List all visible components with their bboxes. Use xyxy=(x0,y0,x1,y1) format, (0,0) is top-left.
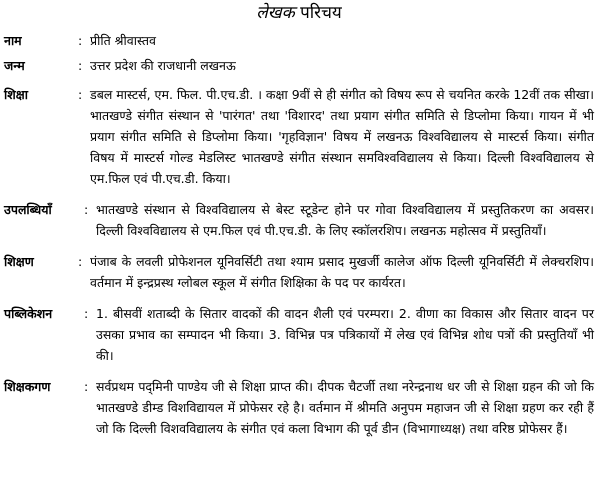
entry-teaching-value: पंजाब के लवली प्रोफेशनल यूनिवर्सिटी तथा श्याम प्रसाद मुखर्जी कालेज ऑफ दिल्ली यूनिवर्सिटी में लेक्चरशिप। वर्तमान में इन्द्रप्रस्थ ग्लोबल स्कूल में संगीत शिक्षिका के पद पर कार्यरत। xyxy=(90,254,594,290)
entry-name-value: प्रीति श्रीवास्तव xyxy=(90,33,156,48)
entry-publications-value: 1. बीसवीं शताब्दी के सितार वादकों की वादन शैली एवं परम्परा। 2. वीणा का विकास और सितार वादन पर उसका प्रभाव का सम्पादन भी किया। 3. विभिन्न पत्र पत्रिकायों में लेख एवं विभिन्न शोध पत्रों की प्रस्तुतियाँ भी की। xyxy=(96,306,594,363)
entry-education-separator: : xyxy=(78,87,83,102)
entry-teachers-value: सर्वप्रथम पद्‌मिनी पाण्डेय जी से शिक्षा प्राप्त की। दीपक चैटर्जी तथा नरेन्द्रनाथ धर जी से शिक्षा ग्रहन की जो कि भातखण्डे डीम्ड विशविद्यायल में प्रोफेसर रहे है। वर्तमान में श्रीमति अनुपम महाजन जी से शिक्षा ग्रहण कर रही हैं जो कि दिल्ली विशवविद्यालय के संगीत एवं कला विभाग की पूर्व डीन (विभागाध्यक्ष) तथा वरिष्ठ प्रोफेसर हैं। xyxy=(96,379,594,436)
entry-teaching-label: शिक्षण xyxy=(4,254,34,269)
entry-education-value: डबल मास्टर्स, एम. फिल. पी.एच.डी. । कक्षा 9वीं से ही संगीत को विषय रूप से चयनित करके 12वीं तक सीखा। भातखण्डे संगीत संस्थान से 'पारंगत' तथा 'विशारद' तथा प्रयाग संगीत समिति से डिप्लोमा किया। गायन में भी प्रयाग संगीत समिति से डिप्लोमा किया। 'गृहविज्ञान' विषय में लखनऊ विश्वविद्यालय से मास्टर्स किया। संगीत विषय में मास्टर्स गोल्ड मेडलिस्ट भातखण्डे संगीत संस्थान समविश्वविद्यालय से किया। दिल्ली विश्वविद्यालय से एम.फिल एवं पी.एच.डी. किया। xyxy=(90,87,594,186)
entry-achievements-value: भातखण्डे संस्थान से विश्वविद्यालय से बेस्ट स्टूडेन्ट होने पर गोवा विश्वविद्यालय में प्रस्तुतिकरण का अवसर। दिल्ली विश्वविद्यालय से एम.फिल एवं पी.एच.डी. के लिए स्कॉलरशिप। लखनऊ महोत्सव में प्रस्तुतियाँ। xyxy=(96,202,594,238)
entry-birth-label: जन्म xyxy=(4,58,25,73)
entry-teachers xyxy=(4,376,594,439)
entry-publications xyxy=(4,303,594,366)
page-title xyxy=(4,2,594,24)
entry-publications-separator: : xyxy=(84,306,89,321)
title-intro-word: परिचय xyxy=(300,3,342,23)
entry-education-label: शिक्षा xyxy=(4,87,28,102)
entry-teaching xyxy=(4,251,594,293)
title-author-word: लेखक xyxy=(256,3,295,23)
entry-birth-value: उत्तर प्रदेश की राजधानी लखनऊ xyxy=(90,58,236,73)
entry-publications-label: पब्लिकेशन xyxy=(4,306,53,321)
entry-teachers-label: शिक्षकगण xyxy=(4,379,51,394)
entry-birth xyxy=(4,55,594,76)
entry-teachers-separator: : xyxy=(84,379,89,394)
entry-achievements xyxy=(4,199,594,241)
entry-achievements-separator: : xyxy=(84,202,89,217)
entry-name xyxy=(4,30,594,51)
entry-education xyxy=(4,84,594,189)
entry-teaching-separator: : xyxy=(78,254,83,269)
entry-birth-separator: : xyxy=(78,58,83,73)
entry-name-label: नाम xyxy=(4,33,22,48)
entry-name-separator: : xyxy=(78,33,83,48)
entry-achievements-label: उपलब्धियाँ xyxy=(4,202,52,217)
